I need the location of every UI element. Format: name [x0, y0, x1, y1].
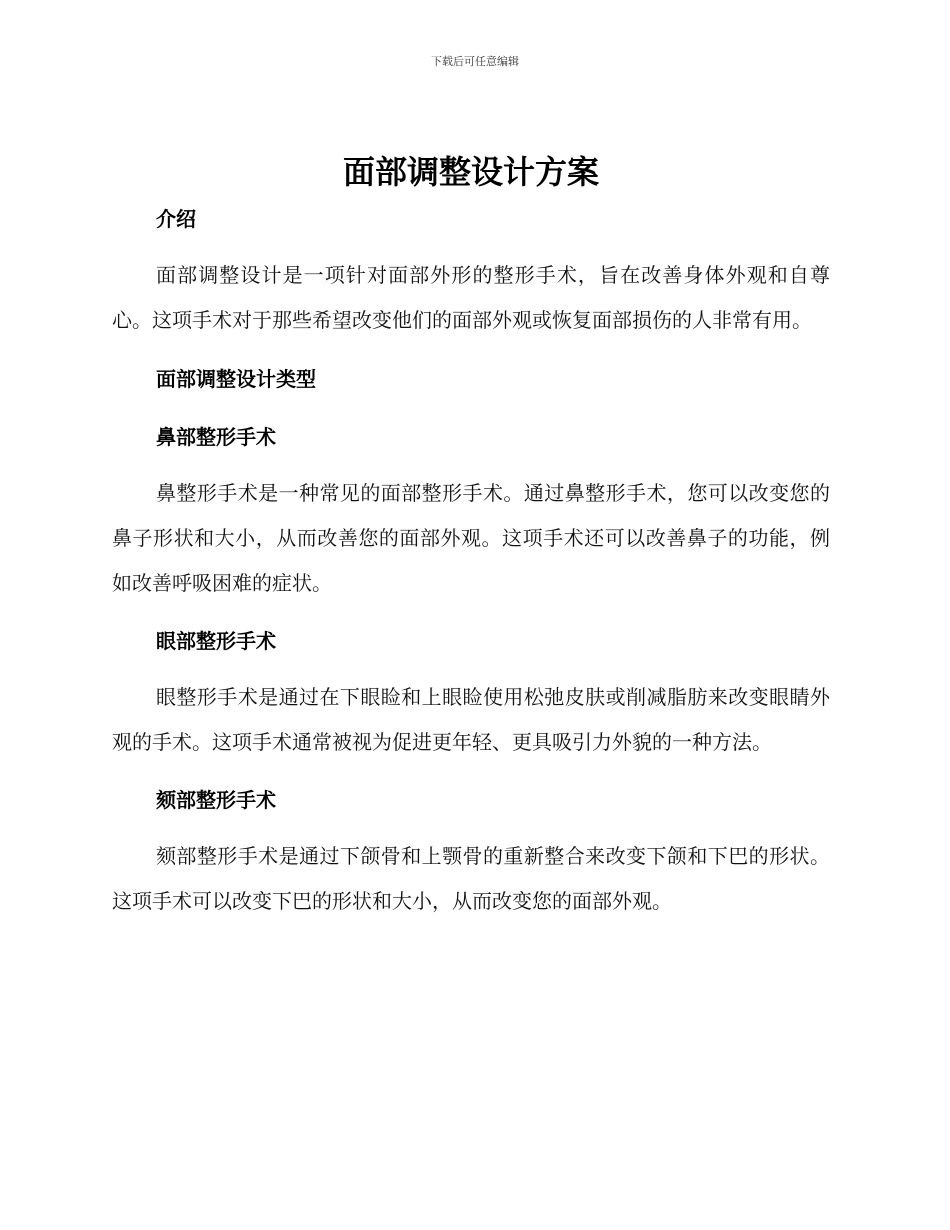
paragraph-chin-surgery: 颏部整形手术是通过下颌骨和上颚骨的重新整合来改变下颌和下巴的形状。这项手术可以改变下巴的形状和大小，从而改变您的面部外观。 [112, 844, 830, 913]
heading-intro: 介绍 [156, 207, 196, 231]
paragraph-nose-surgery: 鼻整形手术是一种常见的面部整形手术。通过鼻整形手术，您可以改变您的鼻子形状和大小，从而改善您的面部外观。这项手术还可以改善鼻子的功能，例如改善呼吸困难的症状。 [112, 481, 830, 595]
paragraph-intro: 面部调整设计是一项针对面部外形的整形手术，旨在改善身体外观和自尊心。这项手术对于那些希望改变他们的面部外观或恢复面部损伤的人非常有用。 [112, 263, 830, 332]
document-title: 面部调整设计方案 [342, 153, 599, 191]
document-content [112, 150, 830, 924]
heading-chin-surgery: 颏部整形手术 [156, 788, 276, 812]
header-note: 下载后可任意编辑 [431, 55, 519, 68]
heading-eye-surgery: 眼部整形手术 [156, 629, 276, 653]
heading-nose-surgery: 鼻部整形手术 [156, 425, 276, 449]
paragraph-eye-surgery: 眼整形手术是通过在下眼睑和上眼睑使用松弛皮肤或削减脂肪来改变眼睛外观的手术。这项手术通常被视为促进更年轻、更具吸引力外貌的一种方法。 [112, 685, 830, 754]
heading-types: 面部调整设计类型 [156, 367, 316, 391]
